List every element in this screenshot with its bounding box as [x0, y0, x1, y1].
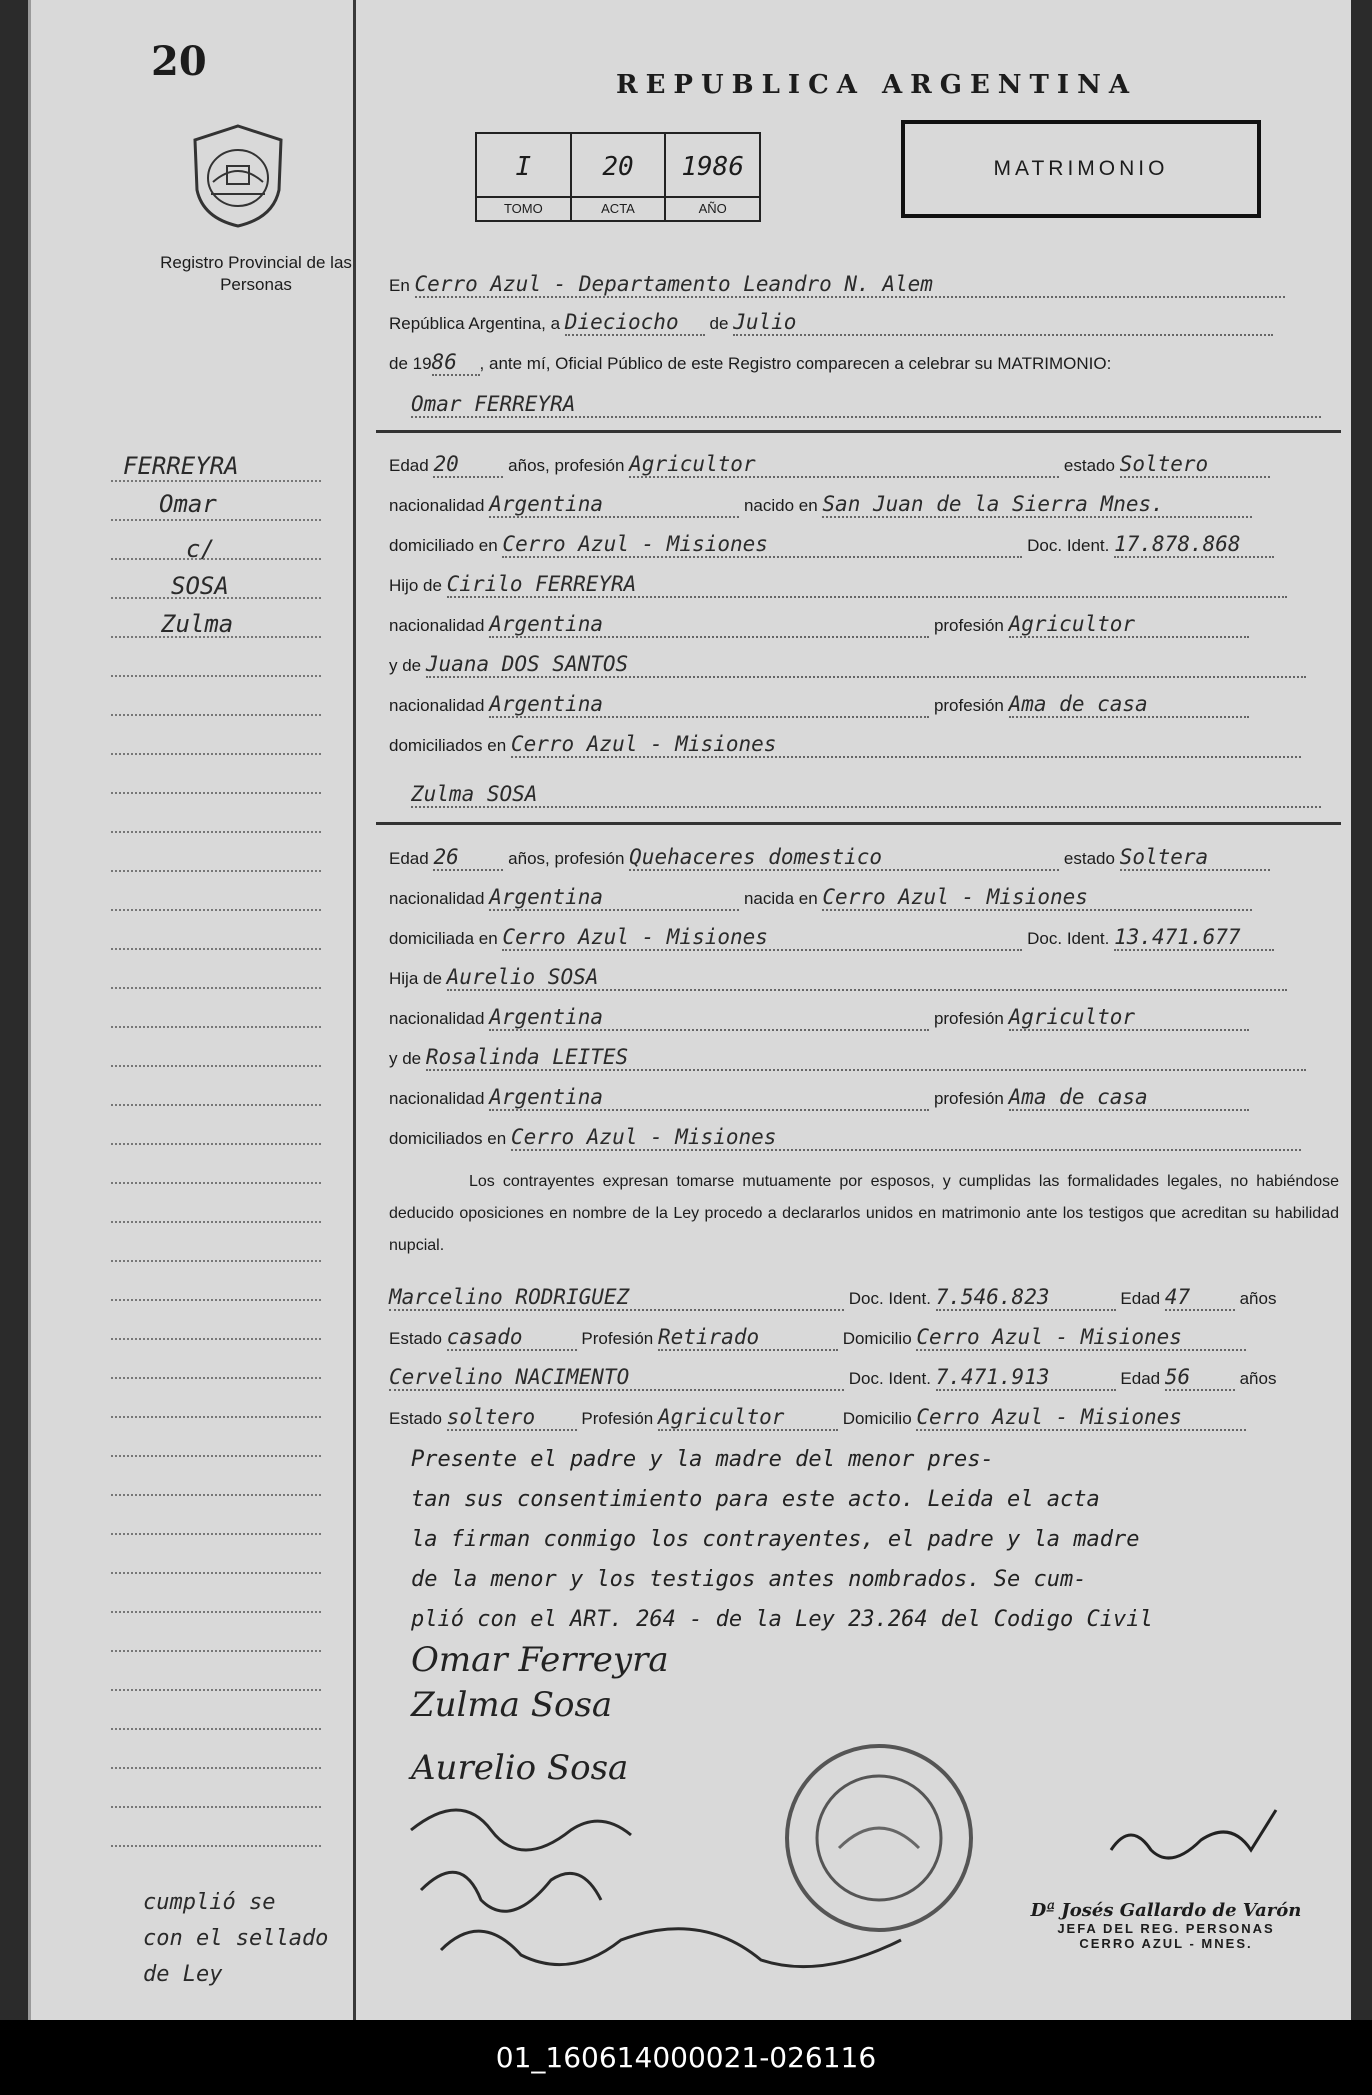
groom-father: Cirilo FERREYRA	[447, 572, 1287, 598]
provincial-seal-icon	[183, 120, 293, 230]
section-rule-1	[376, 430, 1341, 433]
margin-rule	[111, 675, 321, 677]
margin-rule	[111, 1065, 321, 1067]
day-value: Dieciocho	[565, 310, 705, 336]
groom-domicile-line: domiciliado en Cerro Azul - Misiones Doc. Ident. 17.878.868	[389, 532, 1274, 558]
groom-nationality-line: nacionalidad Argentina nacido en San Juan de la Sierra Mnes.	[389, 492, 1252, 518]
month-value: Julio	[733, 310, 1273, 336]
observation-line: Presente el padre y la madre del menor pres-	[411, 1447, 994, 1472]
groom-birthplace: San Juan de la Sierra Mnes.	[822, 492, 1252, 518]
margin-note-sellado-2: con el sellado	[143, 1926, 329, 1951]
margin-rule	[111, 1494, 321, 1496]
official-stamp-icon	[779, 1738, 979, 1938]
observation-line: plió con el ART. 264 - de la Ley 23.264 del Codigo Civil	[411, 1607, 1153, 1632]
acta-value: 20	[602, 152, 634, 182]
groom-father-nat-line: nacionalidad Argentina profesión Agricultor	[389, 612, 1249, 638]
groom-father-nationality: Argentina	[489, 612, 929, 638]
margin-rule	[111, 1533, 321, 1535]
margin-rule	[111, 1182, 321, 1184]
groom-father-line: Hijo de Cirilo FERREYRA	[389, 572, 1287, 598]
witness-2-line-a: Cervelino NACIMENTO Doc. Ident. 7.471.913 Edad 56 años	[389, 1365, 1277, 1389]
groom-name: Omar FERREYRA	[411, 392, 1321, 418]
bride-name-line	[411, 782, 1321, 808]
margin-rule	[111, 1260, 321, 1262]
margin-rule	[111, 519, 321, 521]
intro-line-statement: de 1986 , ante mí, Oficial Público de este Registro comparecen a celebrar su MATRIMONIO:	[389, 350, 1112, 374]
groom-age: 20	[433, 452, 503, 478]
witness-1-name: Marcelino RODRIGUEZ	[389, 1285, 844, 1311]
intro-line-date: República Argentina, a Dieciocho de Julio	[389, 310, 1273, 336]
groom-profession: Agricultor	[629, 452, 1059, 478]
tomo-value: I	[515, 152, 532, 182]
bride-mother-nat-line: nacionalidad Argentina profesión Ama de casa	[389, 1085, 1249, 1111]
footer-id: 01_160614000021-026116	[0, 2020, 1372, 2095]
groom-mother-nationality: Argentina	[489, 692, 929, 718]
witness-2-name: Cervelino NACIMENTO	[389, 1365, 844, 1391]
registry-label: Registro Provincial de las Personas	[160, 253, 352, 294]
bride-name: Zulma SOSA	[411, 782, 1321, 808]
margin-rule	[111, 597, 321, 599]
groom-age-line: Edad 20 años, profesión Agricultor estado Soltero	[389, 452, 1270, 478]
groom-name-line	[411, 392, 1321, 418]
bride-nationality: Argentina	[489, 885, 739, 911]
bride-father-profession: Agricultor	[1009, 1005, 1249, 1031]
place-value: Cerro Azul - Departamento Leandro N. Alem	[415, 272, 1285, 298]
tomo-label: TOMO	[477, 196, 570, 220]
intro-line-place: En Cerro Azul - Departamento Leandro N. Alem	[389, 272, 1285, 298]
witness-1-line-b: Estado casado Profesión Retirado Domicilio Cerro Azul - Misiones	[389, 1325, 1246, 1351]
margin-rule	[111, 1767, 321, 1769]
margin-note-conjunction: c/	[186, 535, 215, 563]
acta-label: ACTA	[572, 196, 665, 220]
margin-rule	[111, 1845, 321, 1847]
witness-2-line-b: Estado soltero Profesión Agricultor Domicilio Cerro Azul - Misiones	[389, 1405, 1246, 1431]
margin-rule	[111, 987, 321, 989]
witness-1-domicile: Cerro Azul - Misiones	[916, 1325, 1246, 1351]
observation-line: la firman conmigo los contrayentes, el padre y la madre	[411, 1527, 1140, 1552]
observations-block	[411, 1440, 1341, 1640]
margin-rule	[111, 1416, 321, 1418]
groom-domicile: Cerro Azul - Misiones	[502, 532, 1022, 558]
margin-rule	[111, 1143, 321, 1145]
witness-2-domicile: Cerro Azul - Misiones	[916, 1405, 1246, 1431]
observation-line: tan sus consentimiento para este acto. Leida el acta	[411, 1487, 1100, 1512]
year-value: 86	[432, 350, 480, 376]
bride-domicile-line: domiciliada en Cerro Azul - Misiones Doc. Ident. 13.471.677	[389, 925, 1274, 951]
official-name: Dª Josés Gallardo de Varón	[1030, 1900, 1302, 1921]
margin-rule	[111, 1377, 321, 1379]
official-role: JEFA DEL REG. PERSONAS	[1057, 1921, 1275, 1936]
bride-mother-profession: Ama de casa	[1009, 1085, 1249, 1111]
margin-rule	[111, 1026, 321, 1028]
witness-1-status: casado	[447, 1325, 577, 1351]
signature-groom: Omar Ferreyra	[411, 1640, 669, 1680]
groom-mother-nat-line: nacionalidad Argentina profesión Ama de casa	[389, 692, 1249, 718]
bride-father-nat-line: nacionalidad Argentina profesión Agricultor	[389, 1005, 1249, 1031]
groom-status: Soltero	[1120, 452, 1270, 478]
witness-1-age: 47	[1165, 1285, 1235, 1311]
bride-age-line: Edad 26 años, profesión Quehaceres domestico estado Soltera	[389, 845, 1270, 871]
official-block	[1021, 1900, 1311, 1951]
margin-rule	[111, 909, 321, 911]
signature-bride-father: Aurelio Sosa	[411, 1748, 629, 1788]
bride-father-line: Hija de Aurelio SOSA	[389, 965, 1287, 991]
country-title: REPUBLICA ARGENTINA	[616, 70, 1138, 100]
margin-rule	[111, 870, 321, 872]
margin-note-surname: FERREYRA	[123, 452, 239, 480]
bride-mother-nationality: Argentina	[489, 1085, 929, 1111]
groom-mother-profession: Ama de casa	[1009, 692, 1249, 718]
groom-doc: 17.878.868	[1114, 532, 1274, 558]
document-page	[28, 0, 1351, 2020]
witness-1-profession: Retirado	[658, 1325, 838, 1351]
margin-note-sellado-3: de Ley	[143, 1962, 223, 1987]
bride-profession: Quehaceres domestico	[629, 845, 1059, 871]
witness-1-line-a: Marcelino RODRIGUEZ Doc. Ident. 7.546.823 Edad 47 años	[389, 1285, 1277, 1309]
margin-rule	[111, 480, 321, 482]
margin-rule	[111, 1221, 321, 1223]
ano-label: AÑO	[666, 196, 759, 220]
margin-note-bride-name: Zulma	[161, 610, 234, 638]
ano-value: 1986	[681, 152, 744, 182]
margin-rule	[111, 1455, 321, 1457]
margin-rule	[111, 1728, 321, 1730]
document-type-box: MATRIMONIO	[901, 120, 1261, 218]
margin-rule	[111, 831, 321, 833]
margin-rule	[111, 1572, 321, 1574]
groom-parents-domicile-line: domiciliados en Cerro Azul - Misiones	[389, 732, 1301, 758]
official-location: CERRO AZUL - MNES.	[1079, 1936, 1253, 1951]
bride-mother: Rosalinda LEITES	[426, 1045, 1306, 1071]
bride-status: Soltera	[1120, 845, 1270, 871]
margin-rule	[111, 1299, 321, 1301]
groom-mother-line: y de Juana DOS SANTOS	[389, 652, 1306, 678]
bride-parents-domicile: Cerro Azul - Misiones	[511, 1125, 1301, 1151]
signature-bride: Zulma Sosa	[411, 1685, 613, 1725]
column-divider	[353, 0, 356, 2020]
margin-rule	[111, 1806, 321, 1808]
margin-rule	[111, 753, 321, 755]
tomo-acta-ano-table	[475, 132, 761, 222]
margin-note-bride-surname: SOSA	[171, 572, 229, 600]
margin-rule	[111, 558, 321, 560]
bride-father: Aurelio SOSA	[447, 965, 1287, 991]
section-rule-2	[376, 822, 1341, 825]
margin-rule	[111, 636, 321, 638]
witness-2-doc: 7.471.913	[936, 1365, 1116, 1391]
bride-father-nationality: Argentina	[489, 1005, 929, 1031]
official-signature-icon	[1101, 1800, 1291, 1880]
witness-2-age: 56	[1165, 1365, 1235, 1391]
margin-rule	[111, 1650, 321, 1652]
bride-nationality-line: nacionalidad Argentina nacida en Cerro Azul - Misiones	[389, 885, 1252, 911]
margin-rule	[111, 948, 321, 950]
witness-2-profession: Agricultor	[658, 1405, 838, 1431]
witness-1-doc: 7.546.823	[936, 1285, 1116, 1311]
declaration-paragraph: Los contrayentes expresan tomarse mutuamente por esposos, y cumplidas las formalidades legales, no habiéndose deducido oposiciones en nombre de la Ley procedo a declararlos unidos en matrimonio ante los testigos que acreditan su habilidad nupcial.	[389, 1173, 1339, 1254]
margin-rule	[111, 1611, 321, 1613]
margin-note-name: Omar	[159, 490, 217, 518]
bride-doc: 13.471.677	[1114, 925, 1274, 951]
bride-parents-domicile-line: domiciliados en Cerro Azul - Misiones	[389, 1125, 1301, 1151]
witness-2-status: soltero	[447, 1405, 577, 1431]
margin-note-sellado-1: cumplió se	[143, 1890, 276, 1915]
groom-mother: Juana DOS SANTOS	[426, 652, 1306, 678]
bride-age: 26	[433, 845, 503, 871]
margin-rule	[111, 1689, 321, 1691]
margin-rule	[111, 1104, 321, 1106]
groom-father-profession: Agricultor	[1009, 612, 1249, 638]
page-number: 20	[151, 38, 207, 85]
groom-parents-domicile: Cerro Azul - Misiones	[511, 732, 1301, 758]
bride-birthplace: Cerro Azul - Misiones	[822, 885, 1252, 911]
margin-rule	[111, 714, 321, 716]
margin-rule	[111, 792, 321, 794]
observation-line: de la menor y los testigos antes nombrados. Se cum-	[411, 1567, 1087, 1592]
bride-domicile: Cerro Azul - Misiones	[502, 925, 1022, 951]
groom-nationality: Argentina	[489, 492, 739, 518]
margin-rule	[111, 1338, 321, 1340]
bride-mother-line: y de Rosalinda LEITES	[389, 1045, 1306, 1071]
